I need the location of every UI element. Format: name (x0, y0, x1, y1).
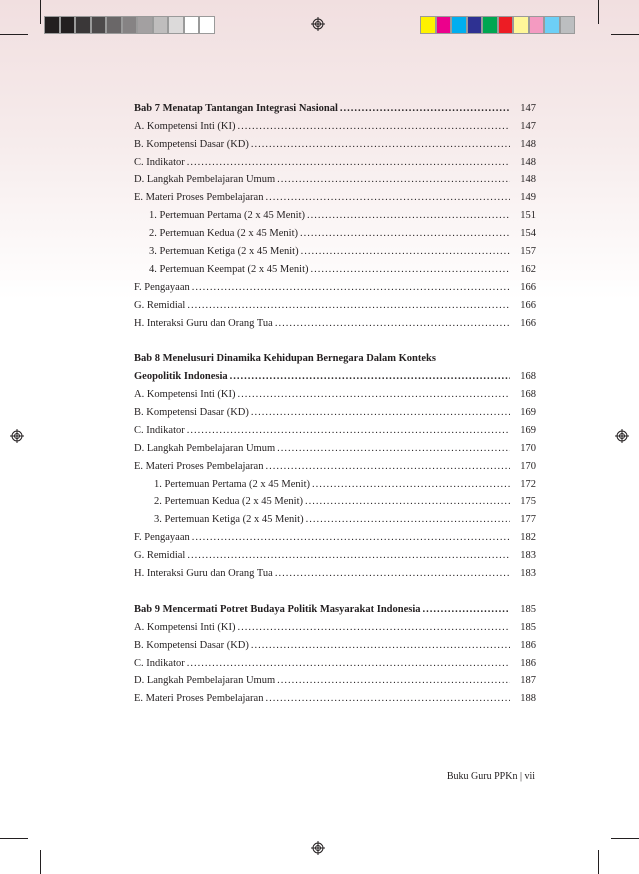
color-swatch (106, 16, 122, 34)
toc-entry (134, 634, 536, 652)
color-swatch (544, 16, 560, 34)
toc-leader-dots (277, 675, 510, 687)
toc-page-number: 148 (520, 156, 536, 168)
toc-leader-dots (312, 479, 510, 491)
toc-entry (134, 294, 536, 312)
toc-page-number: 147 (520, 102, 536, 114)
toc-entry-label: F. Pengayaan (134, 532, 190, 544)
toc-entry-label: 3. Pertemuan Ketiga (2 x 45 Menit) (149, 246, 299, 258)
toc-page-number: 148 (520, 138, 536, 150)
toc-page-number: 170 (520, 460, 536, 472)
toc-page-number: 157 (520, 246, 536, 258)
toc-page-number: 187 (520, 675, 536, 687)
toc-entry-label: E. Materi Proses Pembelajaran (134, 192, 264, 204)
toc-page-number: 148 (520, 174, 536, 186)
toc-entry (134, 186, 536, 204)
toc-page-number: 186 (520, 657, 536, 669)
toc-entry-label: B. Kompetensi Dasar (KD) (134, 639, 249, 651)
toc-entry (134, 169, 536, 187)
toc-leader-dots (307, 210, 510, 222)
toc-subentry (134, 258, 536, 276)
toc-entry-label: A. Kompetensi Inti (KI) (134, 120, 236, 132)
toc-entry-label: A. Kompetensi Inti (KI) (134, 621, 236, 633)
toc-page-number: 151 (520, 210, 536, 222)
color-swatch (44, 16, 60, 34)
toc-chapter-title: Geopolitik Indonesia (134, 371, 228, 383)
toc-leader-dots (192, 282, 510, 294)
toc-page-number: 175 (520, 496, 536, 508)
toc-page-number: 162 (520, 263, 536, 275)
color-swatch (184, 16, 200, 34)
color-swatch (467, 16, 483, 34)
toc-page-number: 166 (520, 317, 536, 329)
toc-page-number: 168 (520, 371, 536, 383)
toc-entry-label: B. Kompetensi Dasar (KD) (134, 138, 249, 150)
color-swatch (498, 16, 514, 34)
toc-chapter-heading (134, 347, 536, 365)
toc-leader-dots (265, 461, 510, 473)
color-swatch (122, 16, 138, 34)
toc-page-number: 183 (520, 550, 536, 562)
toc-chapter-heading (134, 97, 536, 115)
toc-page-number: 172 (520, 478, 536, 490)
toc-leader-dots (192, 532, 510, 544)
toc-entry (134, 670, 536, 688)
color-swatch (560, 16, 576, 34)
toc-page-number: 169 (520, 424, 536, 436)
table-of-contents (134, 97, 536, 705)
registration-mark-icon (615, 429, 629, 443)
toc-entry-label: 1. Pertemuan Pertama (2 x 45 Menit) (154, 478, 311, 490)
toc-subentry (134, 240, 536, 258)
toc-page-number: 183 (520, 568, 536, 580)
toc-entry (134, 312, 536, 330)
toc-subentry (134, 204, 536, 222)
toc-entry-label: H. Interaksi Guru dan Orang Tua (134, 317, 273, 329)
color-swatch (529, 16, 545, 34)
toc-entry-label: G. Remidial (134, 550, 186, 562)
toc-leader-dots (300, 228, 510, 240)
toc-page-number: 166 (520, 299, 536, 311)
toc-leader-dots (251, 640, 510, 652)
toc-page-number: 169 (520, 407, 536, 419)
toc-chapter-heading-continued (134, 365, 536, 383)
toc-page-number: 166 (520, 281, 536, 293)
toc-leader-dots (340, 103, 510, 115)
toc-entry (134, 383, 536, 401)
color-swatch (153, 16, 169, 34)
toc-page-number: 182 (520, 532, 536, 544)
toc-entry-label: 1. Pertemuan Pertama (2 x 45 Menit) (149, 210, 306, 222)
toc-leader-dots (187, 550, 510, 562)
toc-entry (134, 652, 536, 670)
color-swatch (420, 16, 436, 34)
toc-leader-dots (187, 300, 510, 312)
toc-entry-label: D. Langkah Pembelajaran Umum (134, 174, 276, 186)
toc-entry-label: 2. Pertemuan Kedua (2 x 45 Menit) (154, 496, 304, 508)
grayscale-color-bar (44, 16, 215, 34)
toc-subentry (134, 508, 536, 526)
toc-leader-dots (265, 693, 510, 705)
toc-entry-label: G. Remidial (134, 299, 186, 311)
color-swatch (75, 16, 91, 34)
toc-entry-label: C. Indikator (134, 657, 185, 669)
toc-entry-label: E. Materi Proses Pembelajaran (134, 460, 264, 472)
registration-mark-icon (10, 429, 24, 443)
color-swatch (168, 16, 184, 34)
toc-leader-dots (275, 568, 510, 580)
toc-leader-dots (265, 192, 510, 204)
registration-mark-icon (311, 17, 325, 31)
toc-entry (134, 419, 536, 437)
color-swatch (199, 16, 215, 34)
toc-chapter-heading (134, 598, 536, 616)
color-swatch (137, 16, 153, 34)
toc-leader-dots (305, 496, 510, 508)
toc-entry-label: C. Indikator (134, 156, 185, 168)
toc-leader-dots (423, 604, 510, 616)
toc-chapter-title: Bab 7 Menatap Tantangan Integrasi Nasional (134, 102, 338, 114)
toc-leader-dots (230, 371, 510, 383)
toc-page-number: 188 (520, 693, 536, 705)
toc-page-number: 177 (520, 514, 536, 526)
toc-page-number: 149 (520, 192, 536, 204)
toc-entry-label: 3. Pertemuan Ketiga (2 x 45 Menit) (154, 514, 304, 526)
toc-leader-dots (301, 246, 510, 258)
toc-entry (134, 276, 536, 294)
toc-entry (134, 616, 536, 634)
toc-leader-dots (277, 443, 510, 455)
color-swatch (60, 16, 76, 34)
toc-leader-dots (311, 264, 511, 276)
toc-entry (134, 544, 536, 562)
toc-page-number: 168 (520, 389, 536, 401)
registration-mark-icon (311, 841, 325, 855)
toc-entry (134, 151, 536, 169)
toc-entry (134, 133, 536, 151)
toc-entry (134, 562, 536, 580)
toc-entry-label: 4. Pertemuan Keempat (2 x 45 Menit) (149, 263, 309, 275)
toc-leader-dots (251, 139, 510, 151)
page-footer: Buku Guru PPKn | vii (446, 771, 535, 782)
toc-entry (134, 455, 536, 473)
toc-leader-dots (275, 318, 510, 330)
toc-page-number: 186 (520, 639, 536, 651)
toc-chapter-title: Bab 9 Mencermati Potret Budaya Politik Masyarakat Indonesia (134, 603, 421, 615)
toc-entry (134, 526, 536, 544)
toc-subentry (134, 473, 536, 491)
color-swatch (513, 16, 529, 34)
toc-page-number: 170 (520, 442, 536, 454)
toc-entry-label: C. Indikator (134, 424, 185, 436)
color-swatch (482, 16, 498, 34)
toc-entry (134, 687, 536, 705)
toc-subentry (134, 491, 536, 509)
toc-page-number: 147 (520, 120, 536, 132)
toc-leader-dots (306, 514, 510, 526)
toc-leader-dots (237, 389, 510, 401)
toc-leader-dots (237, 121, 510, 133)
toc-entry-label: A. Kompetensi Inti (KI) (134, 389, 236, 401)
toc-entry-label: F. Pengayaan (134, 281, 190, 293)
toc-entry (134, 437, 536, 455)
toc-entry (134, 115, 536, 133)
toc-page-number: 154 (520, 228, 536, 240)
color-swatch (436, 16, 452, 34)
toc-subentry (134, 222, 536, 240)
toc-page-number: 185 (520, 621, 536, 633)
toc-entry (134, 401, 536, 419)
toc-leader-dots (187, 658, 510, 670)
toc-chapter-title: Bab 8 Menelusuri Dinamika Kehidupan Bernegara Dalam Konteks (134, 353, 436, 365)
toc-entry-label: H. Interaksi Guru dan Orang Tua (134, 568, 273, 580)
toc-entry-label: B. Kompetensi Dasar (KD) (134, 407, 249, 419)
toc-leader-dots (237, 622, 510, 634)
toc-leader-dots (187, 157, 510, 169)
toc-entry-label: E. Materi Proses Pembelajaran (134, 693, 264, 705)
color-swatch (91, 16, 107, 34)
toc-leader-dots (251, 407, 510, 419)
toc-leader-dots (277, 174, 510, 186)
toc-leader-dots (187, 425, 510, 437)
cmyk-color-bar (420, 16, 575, 34)
color-swatch (451, 16, 467, 34)
toc-entry-label: D. Langkah Pembelajaran Umum (134, 675, 276, 687)
toc-entry-label: D. Langkah Pembelajaran Umum (134, 442, 276, 454)
toc-entry-label: 2. Pertemuan Kedua (2 x 45 Menit) (149, 228, 299, 240)
toc-page-number: 185 (520, 603, 536, 615)
